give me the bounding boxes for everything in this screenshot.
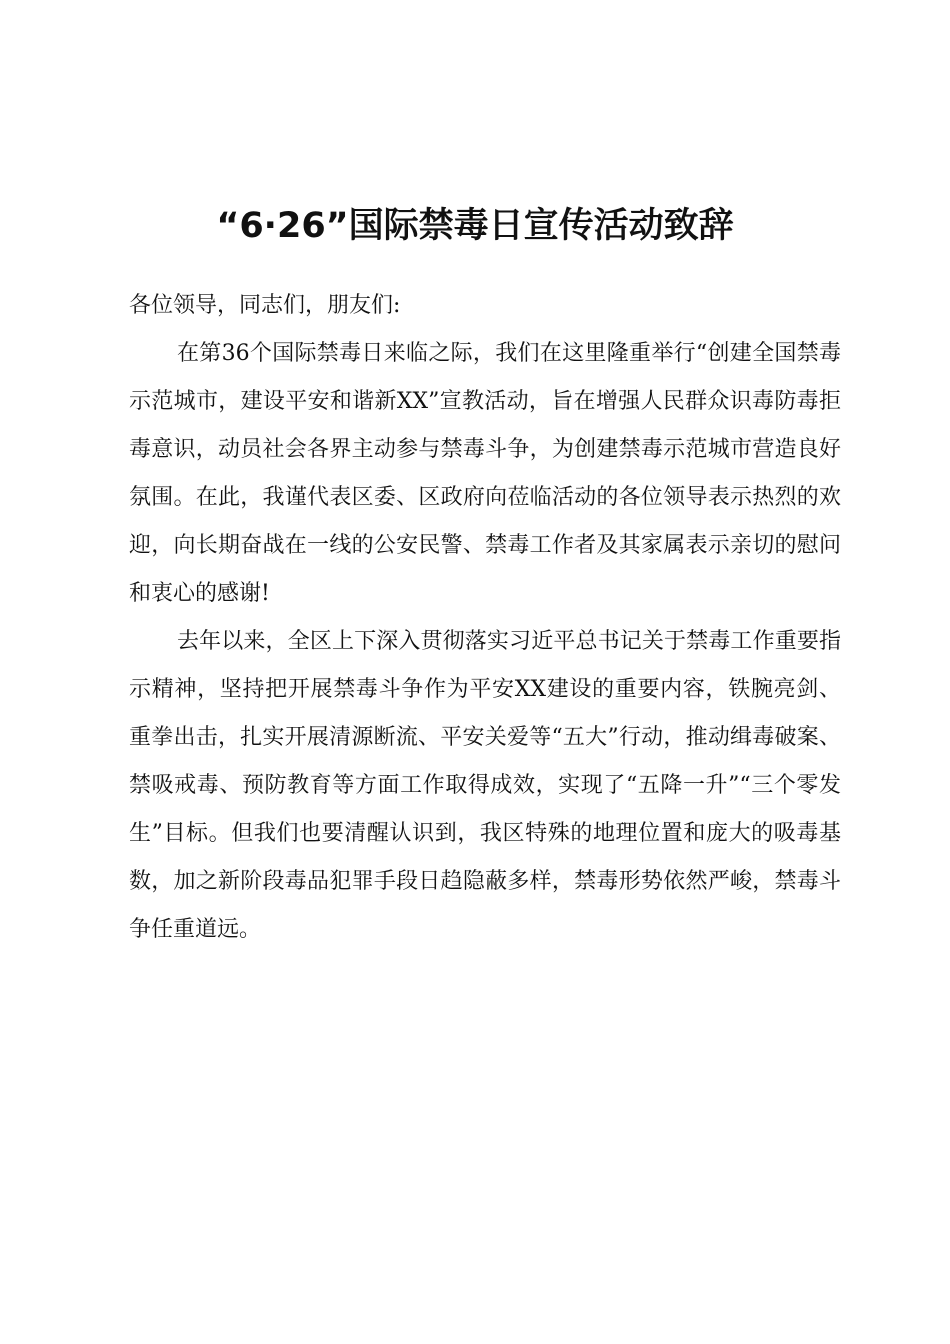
document-body	[129, 282, 841, 954]
paragraph-1: 在第36个国际禁毒日来临之际，我们在这里隆重举行“创建全国禁毒示范城市，建设平安和谐新XX”宣教活动，旨在增强人民群众识毒防毒拒毒意识，动员社会各界主动参与禁毒斗争，为创建禁毒示范城市营造良好氛围。在此，我谨代表区委、区政府向莅临活动的各位领导表示热烈的欢迎，向长期奋战在一线的公安民警、禁毒工作者及其家属表示亲切的慰问和衷心的感谢!	[129, 341, 841, 606]
salutation: 各位领导，同志们，朋友们:	[129, 293, 401, 318]
paragraph-2: 去年以来，全区上下深入贯彻落实习近平总书记关于禁毒工作重要指示精神，坚持把开展禁毒斗争作为平安XX建设的重要内容，铁腕亮剑、重拳出击，扎实开展清源断流、平安关爱等“五大”行动，推动缉毒破案、禁吸戒毒、预防教育等方面工作取得成效，实现了“五降一升”“三个零发生”目标。但我们也要清醒认识到，我区特殊的地理位置和庞大的吸毒基数，加之新阶段毒品犯罪手段日趋隐蔽多样，禁毒形势依然严峻，禁毒斗争任重道远。	[129, 629, 841, 942]
document-title: “6·26”国际禁毒日宣传活动致辞	[216, 206, 734, 246]
